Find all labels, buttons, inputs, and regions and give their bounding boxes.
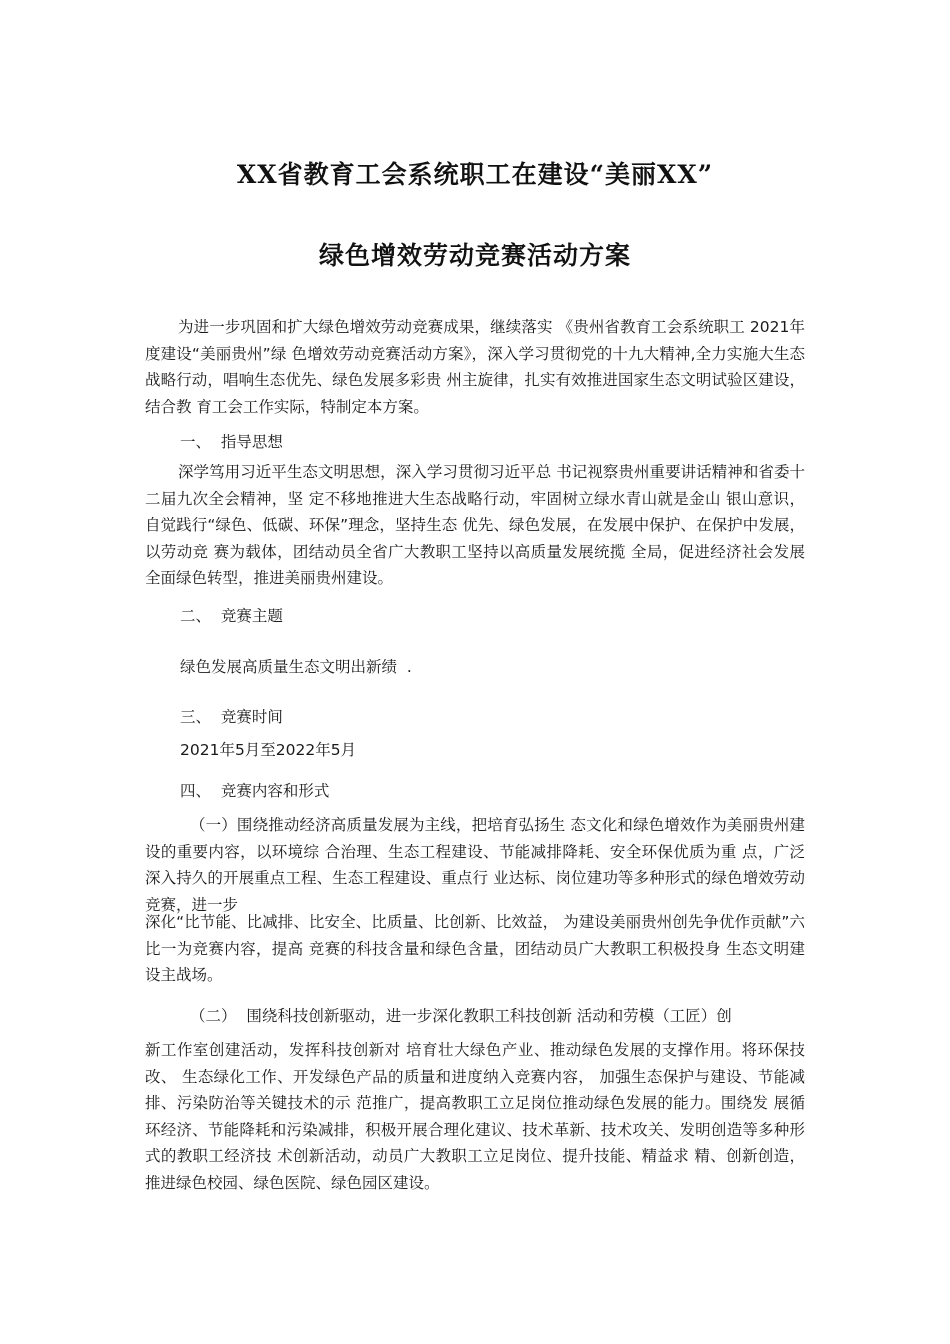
section-4-paragraph-1-continued: 深化“比节能、比减排、比安全、比质量、比创新、比效益， 为建设美丽贵州创先争优作贡献”六比一为竞赛内容，提高 竞赛的科技含量和绿色含量，团结动员广大教职工积极投身 生态文明建设主战场。 <box>145 913 805 984</box>
section-2-body: 绿色发展高质量生态文明出新绩 . <box>180 658 412 676</box>
section-4-paragraph-2-first-line: （二） 围绕科技创新驱动，进一步深化教职工科技创新 活动和劳模（工匠）创 <box>190 1007 732 1025</box>
section-1-body: 深学笃用习近平生态文明思想，深入学习贯彻习近平总 书记视察贵州重要讲话精神和省委十二届九次全会精神，坚 定不移地推进大生态战略行动，牢固树立绿水青山就是金山 银山意识，自觉践行“绿色、低碳、环保”理念，坚持生态 优先、绿色发展，在发展中保护、在保护中发展，以劳动竞 赛为载体，团结动员全省广大教职工坚持以高质量发展统揽 全局，促进经济社会发展全面绿色转型，推进美丽贵州建设。 <box>145 463 805 587</box>
doc-title-line1: XX省教育工会系统职工在建设“美丽XX” <box>236 160 714 189</box>
section-4-paragraph-2-body: 新工作室创建活动，发挥科技创新对 培育壮大绿色产业、推动绿色发展的支撑作用。将环保技改、 生态绿化工作、开发绿色产品的质量和进度纳入竞赛内容， 加强生态保护与建设、节能减排、污染防治等关键技术的示 范推广，提高教职工立足岗位推动绿色发展的能力。围绕发 展循环经济、节能降耗和污染减排，积极开展合理化建议、技术革新、技术攻关、发明创造等多种形式的教职工经济技 术创新活动，动员广大教职工立足岗位、提升技能、精益求 精、创新创造，推进绿色校园、绿色医院、绿色园区建设。 <box>145 1041 805 1192</box>
section-4-paragraph-1: （一）围绕推动经济高质量发展为主线，把培育弘扬生 态文化和绿色增效作为美丽贵州建设的重要内容，以环境综 合治理、生态工程建设、节能减排降耗、安全环保优质为重 点，广泛深入持久的开展重点工程、生态工程建设、重点行 业达标、岗位建功等多种形式的绿色增效劳动竞赛，进一步 <box>145 816 805 914</box>
section-3-body: 2021年5月至2022年5月 <box>180 741 357 759</box>
section-heading-1: 一、 指导思想 <box>180 433 283 451</box>
intro-paragraph: 为进一步巩固和扩大绿色增效劳动竞赛成果，继续落实 《贵州省教育工会系统职工 2021年度建设“美丽贵州”绿 色增效劳动竞赛活动方案》，深入学习贯彻党的十九大精神,全力实施大生态战略行动，唱响生态优先、绿色发展多彩贵 州主旋律，扎实有效推进国家生态文明试验区建设，结合教 育工会工作实际，特制定本方案。 <box>145 318 805 416</box>
section-heading-3: 三、 竞赛时间 <box>180 708 283 726</box>
section-heading-4: 四、 竞赛内容和形式 <box>180 782 330 800</box>
doc-title-line2: 绿色增效劳动竞赛活动方案 <box>318 241 631 270</box>
section-heading-2: 二、 竞赛主题 <box>180 607 283 625</box>
